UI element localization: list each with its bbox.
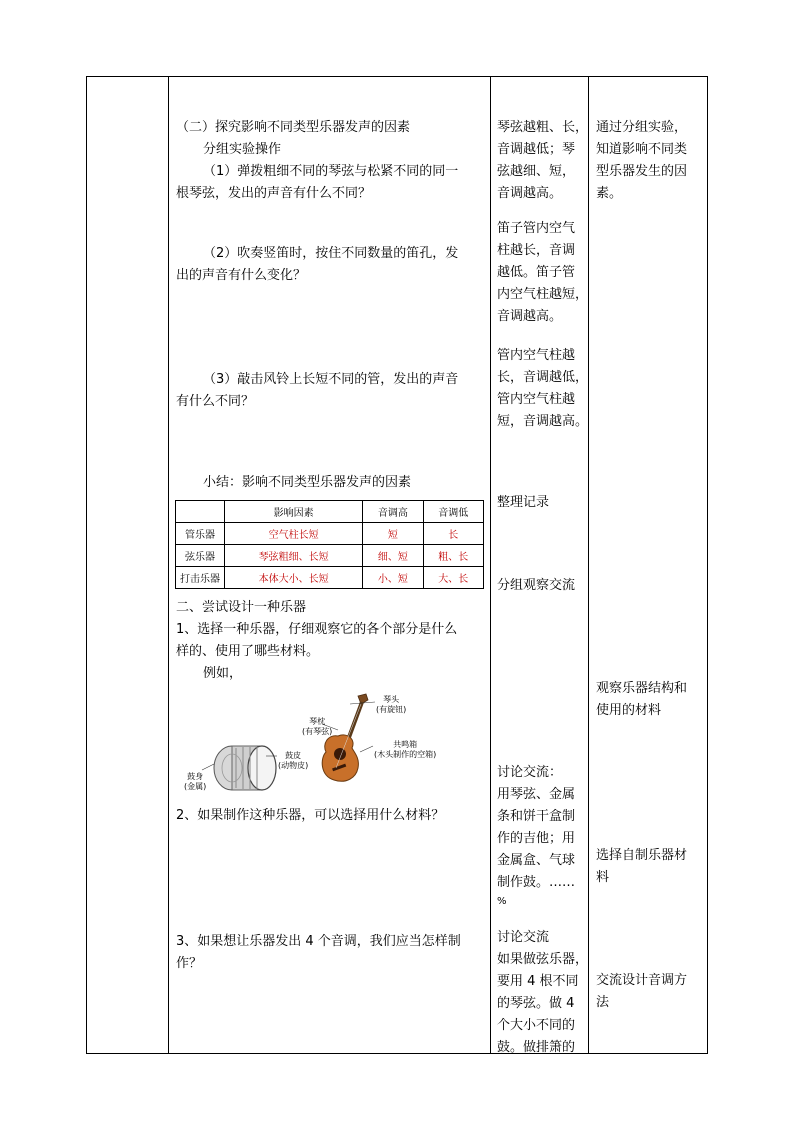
table-cell: 细、短: [363, 545, 423, 567]
question-2-line-1: （2）吹奏竖笛时，按住不同数量的笛孔，发: [203, 246, 459, 261]
table-header-cell: 音调高: [363, 501, 423, 523]
table-col-divider-2: [490, 76, 491, 1054]
label-leader-lines: [180, 690, 440, 790]
label-nut: 琴枕 (有琴弦): [302, 717, 333, 736]
table-cell: 琴弦粗细、长短: [225, 545, 363, 567]
question-2-line-2: 出的声音有什么变化？: [176, 268, 307, 283]
table-cell: 大、长: [423, 567, 483, 589]
table-row-header: 弦乐器: [176, 545, 225, 567]
summary-table: [175, 500, 484, 589]
answer-5: 分组观察交流: [497, 578, 576, 593]
table-cell: 本体大小、长短: [225, 567, 363, 589]
label-soundbox: 共鸣箱 (木头制作的空箱): [374, 740, 437, 759]
question-1-line-1: （1）弹拨粗细不同的琴弦与松紧不同的同一: [203, 164, 459, 179]
intent-2: 观察乐器结构和 使用的材料: [596, 681, 688, 718]
question-3-line-1: （3）敲击风铃上长短不同的管，发出的声音: [203, 372, 459, 387]
question-1-line-2: 根琴弦，发出的声音有什么不同？: [176, 186, 372, 201]
table-row: [176, 501, 484, 523]
table-header-cell: [176, 501, 225, 523]
table-border-left: [86, 76, 87, 1054]
step-2: 2、如果制作这种乐器，可以选择用什么材料？: [176, 808, 445, 823]
answer-6: 讨论交流： 用琴弦、金属 条和饼干盒制 作的吉他；用 金属盒、气球 制作鼓。…… %: [497, 765, 576, 907]
table-row: [176, 567, 484, 589]
example-label: 例如，: [203, 666, 243, 681]
table-col-divider-1: [168, 76, 169, 1054]
part-2-title: 二、尝试设计一种乐器: [176, 600, 307, 615]
step-1-line-2: 样的、使用了哪些材料。: [176, 644, 320, 659]
sub-heading: 分组实验操作: [203, 142, 282, 157]
label-drumbody: 鼓身 (金属): [184, 772, 207, 791]
step-3-line-1: 3、如果想让乐器发出 4 个音调，我们应当怎样制: [176, 934, 461, 949]
table-row-header: 管乐器: [176, 523, 225, 545]
table-cell: 小、短: [363, 567, 423, 589]
table-header-cell: 影响因素: [225, 501, 363, 523]
step-1-line-1: 1、选择一种乐器，仔细观察它的各个部分是什么: [176, 622, 458, 637]
table-cell: 短: [363, 523, 423, 545]
intent-3: 选择自制乐器材 料: [596, 848, 688, 885]
table-row: [176, 523, 484, 545]
summary-title: 小结：影响不同类型乐器发声的因素: [203, 475, 412, 490]
answer-4: 整理记录: [497, 495, 550, 510]
table-border-bottom: [86, 1053, 708, 1054]
table-border-right: [707, 76, 708, 1054]
table-cell: 粗、长: [423, 545, 483, 567]
table-cell: 长: [423, 523, 483, 545]
table-col-divider-3: [588, 76, 589, 1054]
intent-4: 交流设计音调方 法: [596, 973, 688, 1010]
answer-7: 讨论交流 如果做弦乐器， 要用 4 根不同 的琴弦。做 4 个大小不同的 鼓。做排箫的: [497, 930, 589, 1055]
table-cell: 空气柱长短: [225, 523, 363, 545]
table-header-cell: 音调低: [423, 501, 483, 523]
table-border-top: [86, 76, 708, 77]
answer-2: 笛子管内空气 柱越长，音调 越低。笛子管 内空气柱越短， 音调越高。: [497, 221, 589, 324]
question-3-line-2: 有什么不同？: [176, 394, 255, 409]
intent-1: 通过分组实验， 知道影响不同类 型乐器发生的因 素。: [596, 120, 688, 201]
table-row-header: 打击乐器: [176, 567, 225, 589]
step-3-line-2: 作？: [176, 956, 203, 971]
answer-1: 琴弦越粗、长， 音调越低；琴 弦越细、短， 音调越高。: [497, 120, 589, 201]
label-headstock: 琴头 (有旋钮): [376, 695, 407, 714]
table-row: [176, 545, 484, 567]
answer-3: 管内空气柱越 长，音调越低， 管内空气柱越 短，音调越高。: [497, 348, 589, 429]
label-drumhead: 鼓皮 (动物皮): [278, 751, 309, 770]
section-heading: （二）探究影响不同类型乐器发声的因素: [176, 120, 411, 135]
